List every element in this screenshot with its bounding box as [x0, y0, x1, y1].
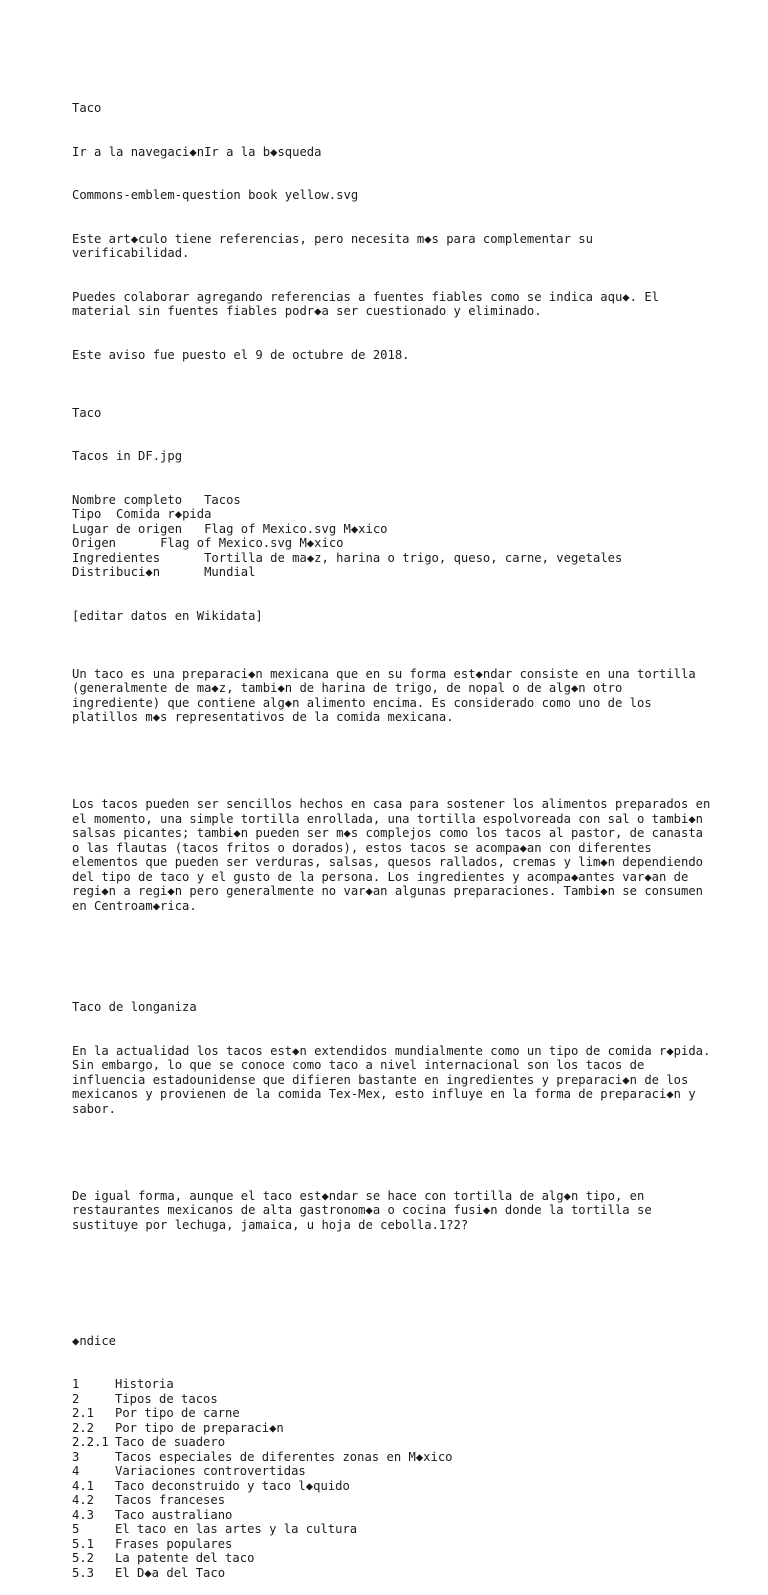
infobox-image-name: Tacos in DF.jpg [72, 449, 183, 463]
image-caption: Taco de longaniza [72, 1000, 197, 1014]
toc-item-number: 1 [72, 1377, 80, 1391]
toc-item-number: 4 [72, 1464, 80, 1478]
toc-item-label[interactable]: Taco deconstruido y taco l◆quido [115, 1478, 350, 1493]
toc-item[interactable] [72, 1508, 712, 1523]
infobox-row-label: Tipo [72, 507, 102, 521]
toc-item-label[interactable]: El D◆a del Taco [115, 1565, 226, 1580]
infobox-row-value: Comida r◆pida [116, 507, 212, 521]
toc-item-label[interactable]: Taco de suadero [115, 1435, 226, 1449]
infobox-row [72, 551, 712, 566]
infobox-row-value: Flag of Mexico.svg M◆xico [204, 521, 388, 536]
toc-item-label[interactable]: El taco en las artes y la cultura [115, 1522, 358, 1536]
toc-item[interactable] [72, 1450, 712, 1465]
infobox-row [72, 565, 712, 580]
navigation-links[interactable]: Ir a la navegaci◆nIr a la b◆squeda [72, 144, 322, 159]
toc-item[interactable] [72, 1479, 712, 1494]
toc-item-number: 4.1 [72, 1478, 95, 1493]
toc-item-label[interactable]: Historia [115, 1377, 174, 1391]
infobox-title: Taco [72, 405, 102, 420]
toc-item[interactable] [72, 1566, 712, 1581]
article-title: Taco [72, 101, 102, 115]
intro-paragraph-1: Un taco es una preparaci◆n mexicana que en su forma est◆ndar consiste en una tortilla (generalmente de ma◆z, tambi◆n de harina de trigo, de nopal o de alg◆n otro ingrediente) que contiene alg◆n alimento encima. Es considerado como uno de los platillos m◆s representativos de la comida mexicana. [72, 666, 704, 724]
toc-item[interactable] [72, 1537, 712, 1552]
infobox-row-label: Ingredientes [72, 550, 161, 565]
infobox-row [72, 522, 712, 537]
intro-paragraph-2: Los tacos pueden ser sencillos hechos en casa para sostener los alimentos preparados en el momento, una simple tortilla enrollada, una tortilla espolvoreada con sal o tambi◆n salsas picantes; tambi◆n pueden ser m◆s complejos como los tacos al pastor, de canasta o las flautas (tacos fritos o dorados), estos tacos se acompa◆an con diferentes elementos que pueden ser verduras, salsas, quesos rallados, cremas y lim◆n dependiendo del tipo de taco y el gusto de la persona. Los ingredientes y acompa◆antes var◆an de regi◆n a regi◆n pero generalmente no var◆an algunas preparaciones. Tambi◆n se consumen en Centroam◆rica. [72, 797, 718, 913]
notice-image-name: Commons-emblem-question book yellow.svg [72, 188, 359, 202]
infobox-rows [72, 493, 712, 580]
infobox-row-label: Distribuci◆n [72, 565, 161, 579]
toc-item-label[interactable]: Tacos franceses [115, 1493, 226, 1507]
toc-item-number: 2 [72, 1391, 80, 1406]
notice-text: Este art◆culo tiene referencias, pero necesita m◆s para complementar su verificabilidad. [72, 231, 601, 260]
infobox-row [72, 507, 712, 522]
infobox-row-value: Tacos [204, 492, 241, 507]
toc-item[interactable] [72, 1377, 712, 1392]
toc-item-number: 4.3 [72, 1507, 95, 1522]
notice-help-text: Puedes colaborar agregando referencias a fuentes fiables como se indica aqu◆. El material sin fuentes fiables podr◆a ser cuestionado y eliminado. [72, 289, 667, 318]
toc-item-label[interactable]: Por tipo de preparaci◆n [115, 1420, 284, 1435]
toc-item-label[interactable]: Por tipo de carne [115, 1406, 240, 1420]
toc-item-number: 5 [72, 1522, 80, 1536]
toc-item-number: 2.1 [72, 1406, 95, 1420]
toc-item-number: 2.2 [72, 1420, 95, 1435]
toc-item-number: 5.2 [72, 1551, 95, 1565]
toc-item[interactable] [72, 1551, 712, 1566]
toc-item-number: 5.1 [72, 1536, 95, 1551]
toc-item-label[interactable]: Variaciones controvertidas [115, 1464, 306, 1478]
toc-item[interactable] [72, 1421, 712, 1436]
toc-item[interactable] [72, 1435, 712, 1450]
infobox-row-value: Tortilla de ma◆z, harina o trigo, queso, carne, vegetales [204, 550, 623, 565]
table-of-contents [72, 1377, 712, 1580]
infobox-row-value: Mundial [204, 565, 256, 579]
toc-item[interactable] [72, 1464, 712, 1479]
toc-item[interactable] [72, 1406, 712, 1421]
document-page [72, 72, 718, 1595]
infobox-row-value: Flag of Mexico.svg M◆xico [160, 536, 344, 550]
toc-item-label[interactable]: Frases populares [115, 1536, 233, 1551]
paragraph-3: En la actualidad los tacos est◆n extendidos mundialmente como un tipo de comida r◆pida. Sin embargo, lo que se conoce como taco a nivel internacional son los tacos de influencia estadounidense que difieren bastante en ingredientes y preparaci◆n de los mexicanos y provienen de la comida Tex-Mex, esto influye en la forma de preparaci◆n y sabor. [72, 1043, 718, 1116]
toc-item-label[interactable]: Taco australiano [115, 1507, 233, 1522]
infobox-row [72, 493, 712, 508]
infobox-row-label: Lugar de origen [72, 521, 183, 536]
edit-wikidata-link[interactable]: [editar datos en Wikidata] [72, 608, 263, 623]
toc-item-number: 2.2.1 [72, 1435, 109, 1449]
infobox-row [72, 536, 712, 551]
toc-item-label[interactable]: La patente del taco [115, 1551, 255, 1565]
notice-date: Este aviso fue puesto el 9 de octubre de 2018. [72, 347, 410, 362]
toc-item-label[interactable]: Tipos de tacos [115, 1391, 218, 1406]
toc-item-number: 3 [72, 1449, 80, 1464]
toc-item-label[interactable]: Tacos especiales de diferentes zonas en M◆xico [115, 1449, 453, 1464]
toc-item[interactable] [72, 1392, 712, 1407]
toc-heading: ◆ndice [72, 1333, 117, 1348]
toc-item[interactable] [72, 1493, 712, 1508]
toc-item-number: 5.3 [72, 1565, 95, 1580]
paragraph-4: De igual forma, aunque el taco est◆ndar se hace con tortilla de alg◆n tipo, en restaurantes mexicanos de alta gastronom◆a o cocina fusi◆n donde la tortilla se sustituye por lechuga, jamaica, u hoja de cebolla.1?2? [72, 1188, 660, 1232]
infobox-row-label: Origen [72, 536, 117, 550]
infobox-row-label: Nombre completo [72, 492, 183, 507]
toc-item[interactable] [72, 1522, 712, 1537]
toc-item-number: 4.2 [72, 1493, 95, 1507]
